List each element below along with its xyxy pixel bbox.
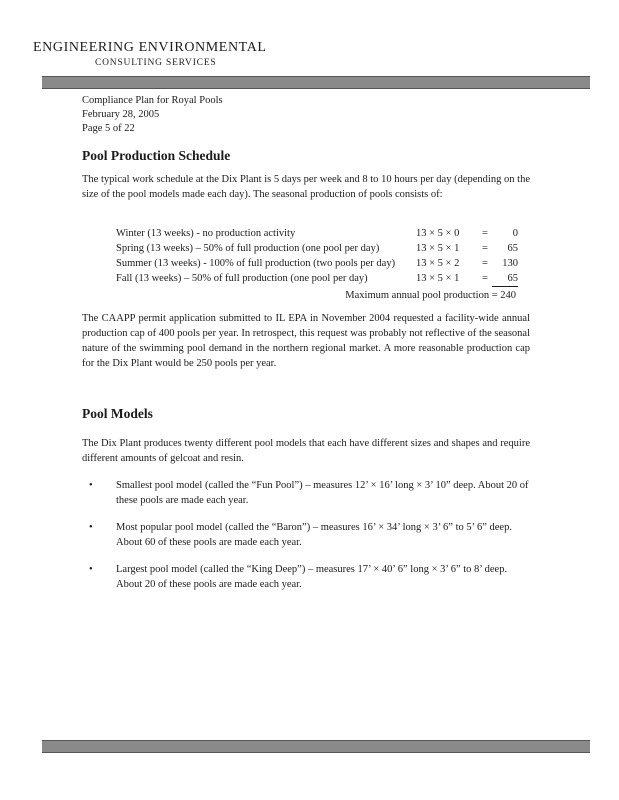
season-result: 65 [492, 271, 518, 287]
total-value: 240 [500, 290, 516, 301]
season-result: 130 [502, 258, 518, 269]
table-row [116, 256, 518, 271]
page-number: Page 5 of 22 [82, 123, 135, 134]
bullet-icon: • [89, 564, 93, 575]
season-calc: 13 × 5 × 0 [416, 228, 460, 239]
table-row [116, 241, 518, 256]
section-heading-pool-models: Pool Models [82, 406, 153, 421]
pool-models-list [82, 478, 530, 604]
list-item [82, 520, 530, 550]
schedule-intro-paragraph: The typical work schedule at the Dix Plant is 5 days per week and 8 to 10 hours per day (depending on the size of the pool models made each day). The seasonal production of pools consists of: [82, 174, 530, 200]
season-result: 65 [507, 243, 518, 254]
list-item [82, 562, 530, 592]
season-calc: 13 × 5 × 1 [416, 243, 460, 254]
equals-sign: = [491, 290, 498, 301]
models-intro-paragraph: The Dix Plant produces twenty different pool models that each have different sizes and shapes and require different amounts of gelcoat and resin. [82, 438, 530, 464]
document-title: Compliance Plan for Royal Pools [82, 95, 223, 106]
header-rule [42, 76, 590, 89]
season-label: Fall (13 weeks) – 50% of full production (one pool per day) [116, 273, 368, 285]
seasonal-production-table [116, 226, 518, 287]
season-label: Spring (13 weeks) – 50% of full production (one pool per day) [116, 243, 380, 254]
equals-sign: = [482, 258, 488, 269]
equals-sign: = [482, 228, 488, 239]
season-label: Winter (13 weeks) - no production activity [116, 228, 296, 239]
annual-production-total [345, 290, 516, 301]
bullet-icon: • [89, 522, 93, 533]
document-date: February 28, 2005 [82, 109, 160, 120]
model-description: Smallest pool model (called the “Fun Pool”) – measures 12’ × 16’ long × 3’ 10” deep. About 20 of these pools are made each year. [116, 480, 529, 506]
season-label: Summer (13 weeks) - 100% of full production (two pools per day) [116, 258, 396, 269]
season-result: 0 [512, 228, 518, 239]
permit-paragraph: The CAAPP permit application submitted to IL EPA in November 2004 requested a facility-wide annual production cap of 400 pools per year. In retrospect, this request was probably not reflective of the seasonal nature of the swimming pool demand in the northern regional market. A more reasonable production cap for the Dix Plant would be 250 pools per year. [82, 313, 530, 369]
document-meta [82, 94, 223, 136]
model-description: Largest pool model (called the “King Deep”) – measures 17’ × 40’ 6” long × 3’ 6” to 8’ deep. About 20 of these pools are made each year. [116, 564, 508, 590]
total-label: Maximum annual pool production [345, 290, 490, 301]
firm-subtitle: CONSULTING SERVICES [95, 58, 217, 68]
table-row [116, 226, 518, 241]
list-item [82, 478, 530, 508]
table-row [116, 271, 518, 287]
section-heading-production-schedule: Pool Production Schedule [82, 148, 231, 163]
season-calc: 13 × 5 × 1 [416, 273, 460, 285]
footer-rule [42, 740, 590, 753]
equals-sign: = [482, 243, 488, 254]
bullet-icon: • [89, 480, 93, 491]
season-calc: 13 × 5 × 2 [416, 258, 460, 269]
firm-name: ENGINEERING ENVIRONMENTAL [33, 40, 267, 55]
equals-sign: = [482, 273, 488, 285]
model-description: Most popular pool model (called the “Baron”) – measures 16’ × 34’ long × 3’ 6” to 5’ 6” deep. About 60 of these pools are made each year. [116, 522, 512, 548]
